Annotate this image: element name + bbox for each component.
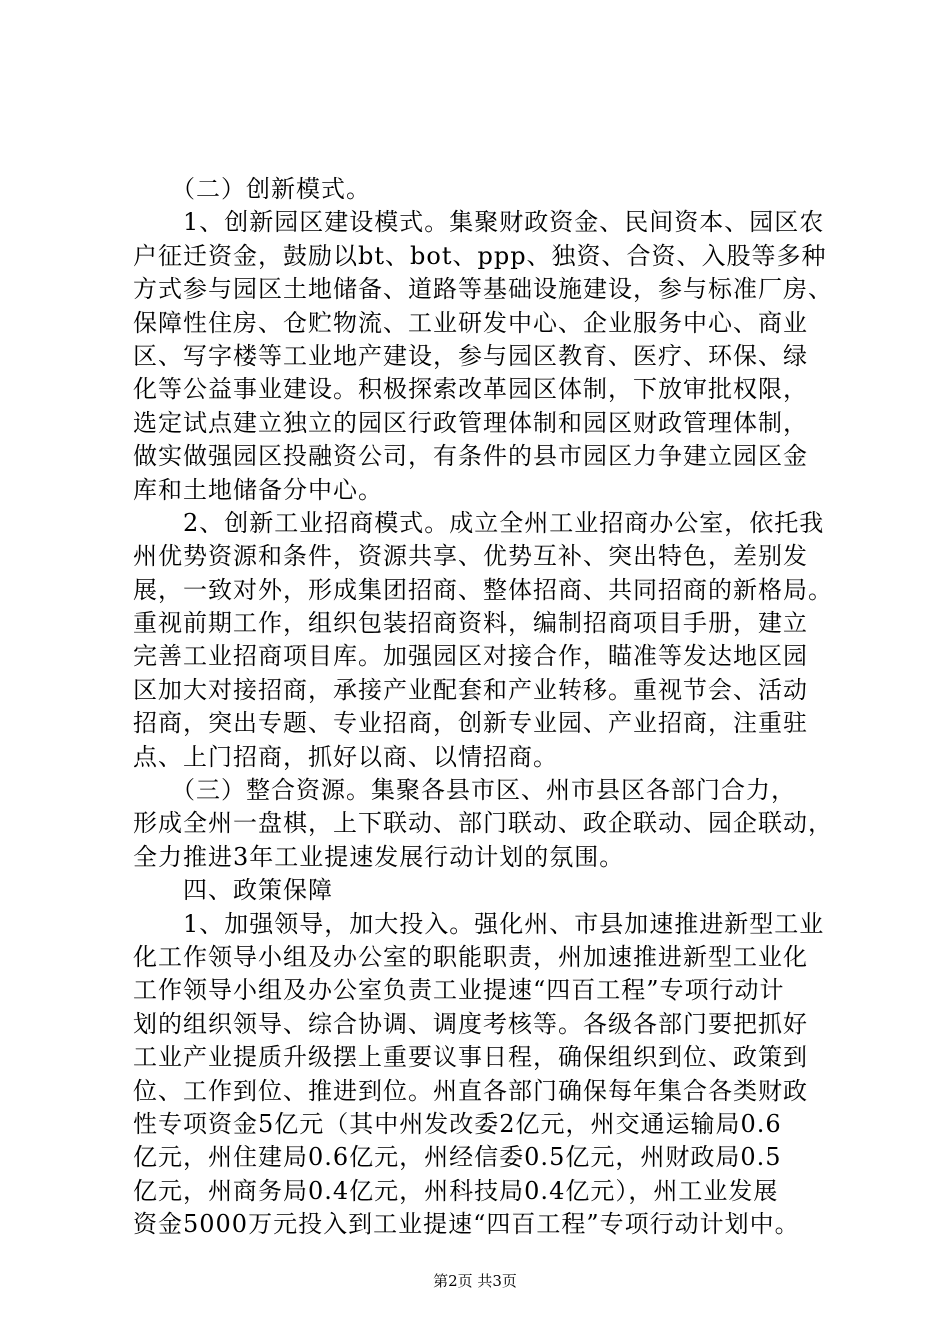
- text-line: 库和土地储备分中心。: [133, 475, 383, 504]
- text-line: 保障性住房、仓贮物流、工业研发中心、企业服务中心、商业: [133, 308, 808, 337]
- page-number-footer: 第2页 共3页: [433, 1272, 517, 1290]
- text-line: 区、写字楼等工业地产建设，参与园区教育、医疗、环保、绿: [133, 341, 808, 370]
- text-line: 完善工业招商项目库。加强园区对接合作，瞄准等发达地区园: [133, 642, 808, 671]
- text-line: 州优势资源和条件，资源共享、优势互补、突出特色，差别发: [133, 542, 808, 571]
- text-line: 展，一致对外，形成集团招商、整体招商、共同招商的新格局。: [133, 575, 833, 604]
- text-line: 区加大对接招商，承接产业配套和产业转移。重视节会、活动: [133, 675, 808, 704]
- text-line: 位、工作到位、推进到位。州直各部门确保每年集合各类财政: [133, 1076, 808, 1105]
- text-line: 性专项资金5亿元（其中州发改委2亿元，州交通运输局0.6: [133, 1109, 782, 1138]
- text-line: （二）创新模式。: [133, 175, 371, 203]
- text-line: 2、创新工业招商模式。成立全州工业招商办公室，依托我: [133, 508, 825, 537]
- text-line: 划的组织领导、综合协调、调度考核等。各级各部门要把抓好: [133, 1009, 808, 1038]
- text-line: 1、创新园区建设模式。集聚财政资金、民间资本、园区农: [133, 208, 825, 237]
- text-line: （三）整合资源。集聚各县市区、州市县区各部门合力，: [133, 776, 796, 805]
- text-line: 点、上门招商，抓好以商、以情招商。: [133, 742, 558, 771]
- text-line: 化工作领导小组及办公室的职能职责，州加速推进新型工业化: [133, 942, 808, 971]
- text-line: 四、政策保障: [133, 876, 333, 905]
- text-line: 户征迁资金，鼓励以bt、bot、ppp、独资、合资、入股等多种: [133, 241, 827, 270]
- text-line: 招商，突出专题、专业招商，创新专业园、产业招商，注重驻: [133, 709, 808, 738]
- text-line: 亿元，州商务局0.4亿元，州科技局0.4亿元），州工业发展: [133, 1176, 779, 1205]
- text-line: 形成全州一盘棋，上下联动、部门联动、政企联动、园企联动，: [133, 809, 833, 838]
- text-line: 选定试点建立独立的园区行政管理体制和园区财政管理体制，: [133, 408, 808, 437]
- text-line: 1、加强领导，加大投入。强化州、市县加速推进新型工业: [133, 909, 825, 938]
- text-line: 亿元，州住建局0.6亿元，州经信委0.5亿元，州财政局0.5: [133, 1143, 782, 1172]
- text-line: 化等公益事业建设。积极探索改革园区体制，下放审批权限，: [133, 375, 808, 404]
- text-line: 资金5000万元投入到工业提速“四百工程”专项行动计划中。: [133, 1210, 800, 1239]
- text-line: 方式参与园区土地储备、道路等基础设施建设，参与标准厂房、: [133, 275, 833, 304]
- document-body: [133, 173, 833, 1242]
- text-line: 工作领导小组及办公室负责工业提速“四百工程”专项行动计: [133, 976, 785, 1005]
- text-line: 做实做强园区投融资公司，有条件的县市园区力争建立园区金: [133, 442, 808, 471]
- text-line: 全力推进3年工业提速发展行动计划的氛围。: [133, 842, 625, 871]
- text-line: 重视前期工作，组织包装招商资料，编制招商项目手册，建立: [133, 609, 808, 638]
- text-line: 工业产业提质升级摆上重要议事日程，确保组织到位、政策到: [133, 1043, 808, 1072]
